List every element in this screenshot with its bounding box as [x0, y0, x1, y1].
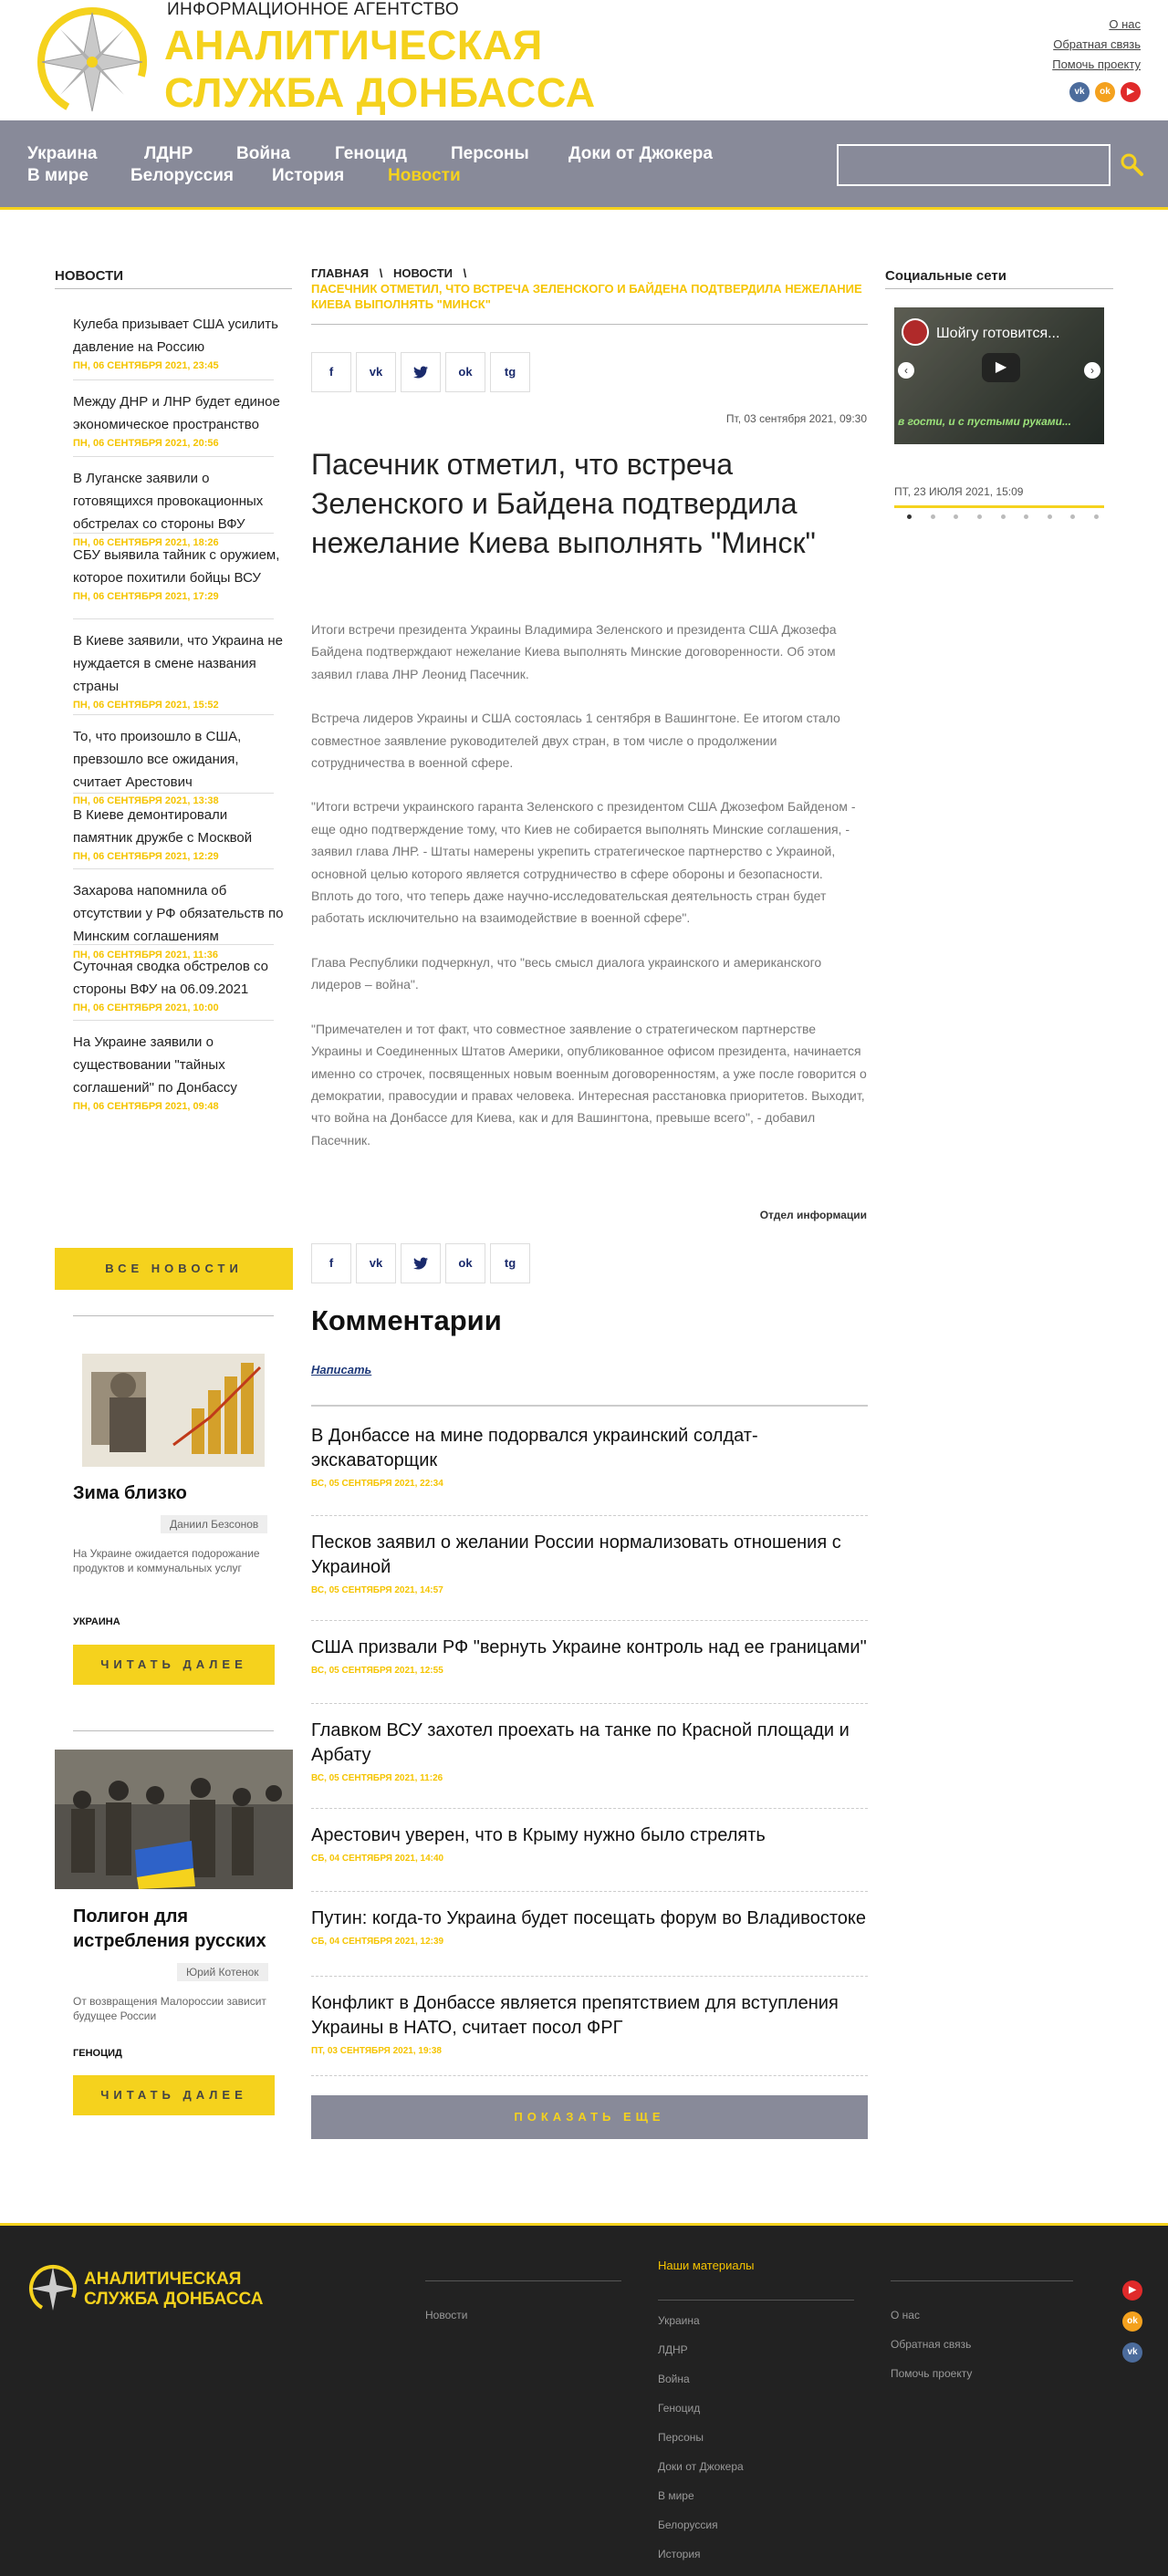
- odnoklassniki-icon[interactable]: ok: [1095, 82, 1115, 102]
- divider: [311, 1808, 868, 1809]
- nav-item-joker-docs[interactable]: Доки от Джокера: [568, 144, 713, 163]
- divider: [891, 2280, 1073, 2281]
- news-item[interactable]: [73, 725, 287, 806]
- footer-title-line2: СЛУЖБА ДОНБАССА: [84, 2290, 264, 2309]
- article-paragraph: Глава Республики подчеркнул, что "весь смысл диалога украинского и американского лидеров – война".: [311, 954, 822, 992]
- carousel-dot[interactable]: [1094, 514, 1099, 519]
- related-title[interactable]: Песков заявил о желании России нормализовать отношения с Украиной: [311, 1532, 841, 1577]
- related-title[interactable]: Путин: когда-то Украина будет посещать форум во Владивостоке: [311, 1908, 866, 1928]
- footer-site-title[interactable]: [84, 2270, 263, 2310]
- card-title[interactable]: Полигон для истребления русских: [73, 1906, 266, 1951]
- footer-link[interactable]: О нас: [891, 2309, 920, 2322]
- divider: [311, 1515, 868, 1516]
- channel-avatar: [902, 318, 929, 346]
- carousel-dot[interactable]: [907, 514, 912, 519]
- divider: [311, 1976, 868, 1977]
- news-item-date: ПН, 06 СЕНТЯБРЯ 2021, 09:48: [73, 1101, 219, 1112]
- odnoklassniki-icon[interactable]: ok: [445, 1243, 485, 1283]
- related-date: ПТ, 03 СЕНТЯБРЯ 2021, 19:38: [311, 2046, 442, 2056]
- related-date: СБ, 04 СЕНТЯБРЯ 2021, 12:39: [311, 1937, 444, 1947]
- vk-icon[interactable]: vk: [1122, 2342, 1142, 2363]
- news-item-title[interactable]: Кулеба призывает США усилить давление на Россию: [73, 317, 278, 355]
- footer-social: [1122, 2280, 1142, 2363]
- site-title-line2: СЛУЖБА ДОНБАССА: [164, 69, 596, 116]
- telegram-icon[interactable]: tg: [490, 1243, 530, 1283]
- breadcrumb-separator: \: [463, 266, 467, 280]
- facebook-icon[interactable]: f: [311, 1243, 351, 1283]
- nav-item-persons[interactable]: Персоны: [451, 144, 529, 163]
- news-item-date: ПН, 06 СЕНТЯБРЯ 2021, 20:56: [73, 438, 219, 449]
- related-date: ВС, 05 СЕНТЯБРЯ 2021, 12:55: [311, 1666, 443, 1676]
- related-title[interactable]: В Донбассе на мине подорвался украинский солдат-экскаваторщик: [311, 1426, 758, 1470]
- footer-logo-icon[interactable]: [27, 2263, 78, 2314]
- footer-col-3: [891, 2301, 972, 2388]
- related-date: СБ, 04 СЕНТЯБРЯ 2021, 14:40: [311, 1854, 444, 1864]
- carousel-dot[interactable]: [1024, 514, 1028, 519]
- nav-item-belarus[interactable]: Белоруссия: [130, 166, 234, 185]
- divider: [73, 944, 274, 945]
- divider: [311, 2075, 868, 2076]
- vk-icon[interactable]: vk: [1069, 82, 1090, 102]
- footer-link[interactable]: История: [658, 2548, 701, 2560]
- twitter-icon[interactable]: [401, 352, 441, 392]
- top-links: [1052, 15, 1141, 102]
- news-item[interactable]: [73, 390, 287, 449]
- footer-link[interactable]: Война: [658, 2373, 690, 2385]
- youtube-icon[interactable]: ▶: [1122, 2280, 1142, 2301]
- site-header: [0, 0, 1168, 120]
- news-item[interactable]: [73, 955, 287, 1013]
- site-title-line1: АНАЛИТИЧЕСКАЯ: [164, 22, 543, 68]
- card-author: Даниил Безсонов: [161, 1515, 267, 1533]
- news-item-title[interactable]: В Киеве заявили, что Украина не нуждается в смене названия страны: [73, 633, 284, 694]
- read-more-button[interactable]: ЧИТАТЬ ДАЛЕЕ: [73, 1645, 275, 1685]
- carousel-dot[interactable]: [977, 514, 982, 519]
- logo-star-icon[interactable]: [33, 4, 151, 118]
- news-item-date: ПН, 06 СЕНТЯБРЯ 2021, 17:29: [73, 591, 219, 602]
- vk-icon[interactable]: vk: [356, 1243, 396, 1283]
- chevron-right-icon[interactable]: ›: [1084, 362, 1100, 379]
- related-article[interactable]: [311, 1636, 868, 1676]
- news-item-title[interactable]: Захарова напомнила об отсутствии у РФ обязательств по Минским соглашениям: [73, 883, 284, 944]
- related-article[interactable]: [311, 1991, 868, 2056]
- footer-link[interactable]: Украина: [658, 2314, 700, 2327]
- divider: [885, 288, 1113, 289]
- news-item[interactable]: [73, 629, 287, 711]
- divider: [73, 793, 274, 794]
- article-paragraph: Встреча лидеров Украины и США состоялась 1 сентября в Вашингтоне. Ее итогом стало совместное заявление руководителей двух стран, в том числе о продолжении сотрудничества в военной сфере.: [311, 711, 840, 771]
- footer-link[interactable]: Белоруссия: [658, 2519, 718, 2531]
- divider: [425, 2280, 621, 2281]
- breadcrumb-news[interactable]: НОВОСТИ: [392, 266, 453, 280]
- news-item-title[interactable]: Между ДНР и ЛНР будет единое экономическое пространство: [73, 394, 280, 432]
- social-title: Социальные сети: [885, 268, 1006, 284]
- news-item-title[interactable]: На Украине заявили о существовании "тайных соглашений" по Донбассу: [73, 1034, 237, 1096]
- divider: [311, 1405, 868, 1407]
- breadcrumb-current: ПАСЕЧНИК ОТМЕТИЛ, ЧТО ВСТРЕЧА ЗЕЛЕНСКОГО И БАЙДЕНА ПОДТВЕРДИЛА НЕЖЕЛАНИЕ КИЕВА ВЫПОЛНЯТЬ "МИНСК": [311, 282, 862, 311]
- video-widget[interactable]: [894, 307, 1104, 444]
- news-item[interactable]: [73, 467, 287, 548]
- related-title[interactable]: США призвали РФ "вернуть Украине контроль над ее границами": [311, 1637, 867, 1657]
- related-title[interactable]: Арестович уверен, что в Крыму нужно было стрелять: [311, 1825, 766, 1845]
- news-item-date: ПН, 06 СЕНТЯБРЯ 2021, 10:00: [73, 1002, 219, 1013]
- divider: [73, 456, 274, 457]
- odnoklassniki-icon[interactable]: ok: [1122, 2311, 1142, 2332]
- divider: [73, 533, 274, 534]
- footer-link[interactable]: Персоны: [658, 2431, 704, 2444]
- related-title[interactable]: Конфликт в Донбассе является препятствием для вступления Украины в НАТО, считает посол ФРГ: [311, 1993, 839, 2038]
- footer-link-news[interactable]: Новости: [425, 2309, 468, 2322]
- related-article[interactable]: [311, 1906, 868, 1947]
- divider: [73, 1020, 274, 1021]
- header-social: [1052, 82, 1141, 102]
- card-category[interactable]: ГЕНОЦИД: [73, 2048, 122, 2059]
- news-item-date: ПН, 06 СЕНТЯБРЯ 2021, 18:26: [73, 537, 219, 548]
- divider: [73, 1730, 274, 1731]
- related-article[interactable]: [311, 1719, 868, 1783]
- chevron-left-icon[interactable]: ‹: [898, 362, 914, 379]
- divider: [55, 288, 292, 289]
- related-date: ВС, 05 СЕНТЯБРЯ 2021, 11:26: [311, 1773, 443, 1783]
- news-item-title[interactable]: То, что произошло в США, превзошло все ожидания, считает Арестович: [73, 729, 242, 790]
- nav-item-news[interactable]: Новости: [388, 166, 461, 185]
- footer-link[interactable]: Помочь проекту: [891, 2367, 973, 2380]
- video-title: Шойгу готовится...: [936, 326, 1060, 341]
- related-title[interactable]: Главком ВСУ захотел проехать на танке по Красной площади и Арбату: [311, 1720, 850, 1765]
- card-author: Юрий Котенок: [177, 1963, 268, 1981]
- nav-item-ukraine[interactable]: Украина: [27, 144, 98, 163]
- divider: [311, 1891, 868, 1892]
- carousel-dot[interactable]: [954, 514, 958, 519]
- news-item-date: ПН, 06 СЕНТЯБРЯ 2021, 12:29: [73, 851, 219, 862]
- card-category[interactable]: УКРАИНА: [73, 1616, 120, 1627]
- news-item-title[interactable]: Суточная сводка обстрелов со стороны ВФУ на 06.09.2021: [73, 959, 268, 997]
- news-item-date: ПН, 06 СЕНТЯБРЯ 2021, 11:36: [73, 950, 219, 961]
- search-input[interactable]: [837, 144, 1111, 186]
- nav-item-genocide[interactable]: Геноцид: [335, 144, 407, 163]
- footer-title-line1: АНАЛИТИЧЕСКАЯ: [84, 2270, 242, 2289]
- news-item-title[interactable]: В Киеве демонтировали памятник дружбе с Москвой: [73, 807, 253, 846]
- breadcrumb-separator: \: [379, 266, 383, 280]
- facebook-icon[interactable]: f: [311, 352, 351, 392]
- carousel-dots: [907, 514, 1099, 519]
- related-date: ВС, 05 СЕНТЯБРЯ 2021, 14:57: [311, 1585, 443, 1595]
- carousel-dot[interactable]: [1001, 514, 1006, 519]
- divider: [73, 379, 274, 380]
- related-article[interactable]: [311, 1424, 868, 1489]
- divider: [311, 1703, 868, 1704]
- nav-item-ldnr[interactable]: ЛДНР: [144, 144, 193, 163]
- telegram-icon[interactable]: tg: [490, 352, 530, 392]
- news-sidebar-title: НОВОСТИ: [55, 268, 124, 284]
- feedback-link[interactable]: Обратная связь: [1053, 37, 1141, 51]
- search-icon[interactable]: [1119, 151, 1144, 177]
- read-more-button[interactable]: ЧИТАТЬ ДАЛЕЕ: [73, 2075, 275, 2115]
- breadcrumb-home[interactable]: ГЛАВНАЯ: [311, 266, 370, 280]
- related-article[interactable]: [311, 1531, 868, 1595]
- article-title: Пасечник отметил, что встреча Зеленского и Байдена подтвердила нежелание Киева выполнять "Минск": [311, 448, 816, 559]
- news-item-date: ПН, 06 СЕНТЯБРЯ 2021, 23:45: [73, 360, 219, 371]
- divider: [73, 1315, 274, 1316]
- footer-link[interactable]: Обратная связь: [891, 2338, 972, 2351]
- vk-icon[interactable]: vk: [356, 352, 396, 392]
- news-item-title[interactable]: СБУ выявила тайник с оружием, которое похитили бойцы ВСУ: [73, 547, 280, 586]
- video-date: ПТ, 23 ИЮЛЯ 2021, 15:09: [894, 485, 1024, 498]
- card-title[interactable]: Зима близко: [73, 1483, 187, 1503]
- donate-link[interactable]: Помочь проекту: [1052, 57, 1141, 71]
- site-footer: [0, 2223, 1168, 2576]
- divider: [311, 324, 868, 325]
- news-item[interactable]: [73, 804, 287, 862]
- article-date: Пт, 03 сентября 2021, 09:30: [725, 412, 867, 425]
- card-description: От возвращения Малороссии зависит будущее России: [73, 1995, 266, 2022]
- video-caption: в гости, и с пустыми руками...: [898, 415, 1071, 428]
- play-icon[interactable]: ▶: [982, 353, 1020, 382]
- news-item-title[interactable]: В Луганске заявили о готовящихся провокационных обстрелах со стороны ВФУ: [73, 471, 264, 532]
- comments-title: Комментарии: [311, 1304, 502, 1336]
- card-image-protest[interactable]: [55, 1750, 293, 1889]
- site-title[interactable]: [164, 22, 596, 117]
- divider: [73, 714, 274, 715]
- nav-item-world[interactable]: В мире: [27, 166, 89, 185]
- footer-col-heading: Наши материалы: [658, 2259, 755, 2272]
- footer-link[interactable]: Доки от Джокера: [658, 2460, 744, 2473]
- carousel-dot[interactable]: [931, 514, 935, 519]
- related-article[interactable]: [311, 1823, 868, 1864]
- card-image-money[interactable]: [82, 1354, 265, 1467]
- article-byline: Отдел информации: [759, 1209, 867, 1221]
- nav-item-history[interactable]: История: [272, 166, 345, 185]
- news-item[interactable]: [73, 313, 287, 371]
- agency-label: ИНФОРМАЦИОННОЕ АГЕНТСТВО: [167, 0, 459, 19]
- carousel-progress: [894, 505, 1104, 508]
- breadcrumb: [311, 266, 868, 312]
- news-item[interactable]: [73, 1031, 287, 1112]
- youtube-icon[interactable]: ▶: [1121, 82, 1141, 102]
- divider: [73, 618, 274, 619]
- article-paragraph: "Примечателен и тот факт, что совместное заявление о стратегическом партнерстве Украины и Соединенных Штатов Америки, опубликованное офисом президента, начинается именно со строчек, посвященных новым военным договоренностям, а уже после говорится о демократии, правосудии и правах человека. Интересная расстановка приоритетов. Выходит, что война на Донбассе для Киева, как и для Вашингтона, превыше всего", - добавил Пасечник.: [311, 1021, 867, 1148]
- show-more-button[interactable]: ПОКАЗАТЬ ЕЩЕ: [311, 2095, 868, 2139]
- odnoklassniki-icon[interactable]: ok: [445, 352, 485, 392]
- nav-item-war[interactable]: Война: [236, 144, 291, 163]
- divider: [311, 1620, 868, 1621]
- divider: [73, 868, 274, 869]
- footer-link[interactable]: ЛДНР: [658, 2343, 688, 2356]
- write-comment-link[interactable]: Написать: [311, 1363, 372, 1376]
- all-news-button[interactable]: ВСЕ НОВОСТИ: [55, 1248, 293, 1290]
- footer-col-2: [658, 2251, 854, 2569]
- news-item-date: ПН, 06 СЕНТЯБРЯ 2021, 13:38: [73, 795, 219, 806]
- article-paragraph: "Итоги встречи украинского гаранта Зеленского с президентом США Джозефом Байденом - еще одно подтверждение тому, что Киев не собирается выполнять Минские соглашения, - заявил глава ЛНР. - Штаты намерены укрепить стратегическое партнерство с Украиной, основной целью которого является сотрудничество в сфере обороны и безопасности. Вплоть до того, что теперь даже научно-исследовательская деятельность стран будет работать исключительно на взаимодействие в военной сфере".: [311, 799, 856, 926]
- news-item[interactable]: [73, 879, 287, 961]
- carousel-dot[interactable]: [1048, 514, 1052, 519]
- card-description: На Украине ожидается подорожание продуктов и коммунальных услуг: [73, 1547, 260, 1574]
- about-link[interactable]: О нас: [1109, 17, 1141, 31]
- news-item[interactable]: [73, 544, 287, 602]
- twitter-icon[interactable]: [401, 1243, 441, 1283]
- footer-link[interactable]: Геноцид: [658, 2402, 701, 2415]
- footer-col-1: [425, 2301, 467, 2330]
- footer-link[interactable]: В мире: [658, 2489, 694, 2502]
- news-item-date: ПН, 06 СЕНТЯБРЯ 2021, 15:52: [73, 700, 219, 711]
- article-paragraph: Итоги встречи президента Украины Владимира Зеленского и президента США Джозефа Байдена подтверждают нежелание Киева выполнять Минские договоренности. Об этом заявил глава ЛНР Леонид Пасечник.: [311, 622, 837, 681]
- related-date: ВС, 05 СЕНТЯБРЯ 2021, 22:34: [311, 1479, 443, 1489]
- carousel-dot[interactable]: [1070, 514, 1075, 519]
- article-body: [311, 618, 868, 1173]
